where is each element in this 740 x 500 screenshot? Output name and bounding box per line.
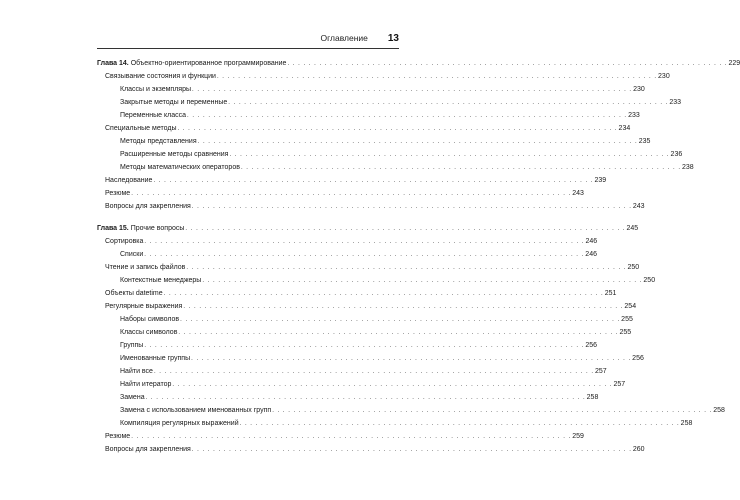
toc-entry	[97, 311, 633, 324]
toc-entry-text: Сортировка	[105, 237, 144, 245]
toc-page-number: 254	[624, 302, 637, 310]
toc-leader-dots: . . . . . . . . . . . . . . . . . . . . . . . . . . . . . . . . . . . . . . . . . . . . . . . . . . . . . . . . . . . . . . . . . . . . . . . . . . . . . . . . . . .	[144, 342, 585, 349]
toc-leader-dots: . . . . . . . . . . . . . . . . . . . . . . . . . . . . . . . . . . . . . . . . . . . . . . . . . . . . . . . . . . . . . . . . . . . . . . . . . . . . . . . . . . .	[144, 251, 585, 258]
running-header-title: Оглавление	[320, 33, 368, 43]
toc-leader-dots: . . . . . . . . . . . . . . . . . . . . . . . . . . . . . . . . . . . . . . . . . . . . . . . . . . . . . . . . . . . . . . . . . . . . . . . . . . . . . . . . . . .	[186, 264, 627, 271]
toc-entry	[97, 120, 631, 133]
toc-entry-title	[120, 111, 186, 120]
toc-leader-dots: . . . . . . . . . . . . . . . . . . . . . . . . . . . . . . . . . . . . . . . . . . . . . . . . . . . . . . . . . . . . . . . . . . . . . . . . . . . . . . . . . . .	[131, 433, 572, 440]
toc-entry-text: Объекты datetime	[105, 289, 163, 297]
toc-entry	[97, 172, 607, 185]
toc-page-number: 258	[713, 406, 725, 414]
toc-entry-text: Наследование	[105, 177, 153, 184]
toc-leader-dots: . . . . . . . . . . . . . . . . . . . . . . . . . . . . . . . . . . . . . . . . . . . . . . . . . . . . . . . . . . . . . . . . . . . . . . . . . . . . . . . . . . .	[131, 191, 572, 197]
toc-entry-title	[120, 137, 197, 146]
toc-entry-text: Замена	[120, 393, 145, 401]
toc-leader-dots: . . . . . . . . . . . . . . . . . . . . . . . . . . . . . . . . . . . . . . . . . . . . . . . . . . . . . . . . . . . . . . . . . . . . . . . . . . . . . . . . . . .	[272, 407, 713, 414]
toc-entry	[97, 272, 656, 285]
toc-page-number: 250	[627, 263, 640, 271]
toc-leader-dots: . . . . . . . . . . . . . . . . . . . . . . . . . . . . . . . . . . . . . . . . . . . . . . . . . . . . . . . . . . . . . . . . . . . . . . . . . . . . . . . . . . .	[191, 446, 632, 453]
toc-page-number: 256	[632, 354, 644, 362]
toc-entry-title	[120, 85, 191, 94]
toc-entry-title	[105, 72, 216, 81]
toc-page-number: 246	[585, 237, 598, 245]
toc-entry-title	[120, 354, 190, 363]
toc-entry	[97, 159, 694, 172]
toc-entry	[97, 389, 599, 402]
toc-leader-dots: . . . . . . . . . . . . . . . . . . . . . . . . . . . . . . . . . . . . . . . . . . . . . . . . . . . . . . . . . . . . . . . . . . . . . . . . . . . . . . . . . . .	[191, 204, 632, 210]
toc-page-number: 229	[728, 60, 740, 67]
toc-entry-text: Регулярные выражения	[105, 302, 183, 310]
toc-leader-dots: . . . . . . . . . . . . . . . . . . . . . . . . . . . . . . . . . . . . . . . . . . . . . . . . . . . . . . . . . . . . . . . . . . . . . . . . . . . . . . . . . . .	[191, 355, 632, 362]
toc-entry-title	[105, 302, 182, 311]
toc-entry-title	[105, 189, 130, 198]
toc-entry-text: Прочие вопросы	[130, 224, 185, 232]
toc-page-number: 260	[632, 445, 645, 453]
toc-entry-title	[120, 98, 227, 107]
toc-entry	[97, 107, 640, 120]
toc-entry-title	[120, 341, 143, 350]
toc-page-number: 233	[669, 99, 682, 106]
toc-entry-text: Вопросы для закрепления	[105, 203, 191, 210]
toc-page-number: 245	[626, 224, 639, 232]
toc-page-number: 251	[604, 289, 617, 297]
toc-leader-dots: . . . . . . . . . . . . . . . . . . . . . . . . . . . . . . . . . . . . . . . . . . . . . . . . . . . . . . . . . . . . . . . . . . . . . . . . . . . . . . . . . . .	[153, 178, 594, 184]
toc-entry-title	[120, 163, 240, 172]
toc-entry-title	[105, 445, 191, 454]
toc-page-number: 255	[621, 315, 633, 323]
toc-entry-text: Именованные группы	[120, 354, 191, 362]
toc-entry	[97, 68, 670, 81]
toc-leader-dots: . . . . . . . . . . . . . . . . . . . . . . . . . . . . . . . . . . . . . . . . . . . . . . . . . . . . . . . . . . . . . . . . . . . . . . . . . . . . . . . . . . .	[163, 290, 604, 297]
toc-page-number: 259	[572, 432, 584, 440]
toc-entry	[97, 402, 725, 415]
toc-chapter-entry	[97, 220, 639, 233]
toc-entry	[97, 259, 640, 272]
toc-page-number: 250	[643, 276, 656, 284]
toc-entry-text: Связывание состояния и функции	[105, 73, 216, 80]
toc-entry-title	[120, 328, 177, 337]
toc-entry-text: Методы математических операторов	[120, 164, 240, 171]
toc-leader-dots: . . . . . . . . . . . . . . . . . . . . . . . . . . . . . . . . . . . . . . . . . . . . . . . . . . . . . . . . . . . . . . . . . . . . . . . . . . . . . . . . . . .	[202, 277, 643, 284]
toc-entry-text: Замена с использованием именованных групп	[120, 406, 272, 414]
toc-entry-title	[105, 176, 152, 185]
toc-entry-text: Классы символов	[120, 328, 178, 336]
toc-leader-dots: . . . . . . . . . . . . . . . . . . . . . . . . . . . . . . . . . . . . . . . . . . . . . . . . . . . . . . . . . . . . . . . . . . . . . . . . . . . . . . . . . . .	[145, 394, 586, 401]
toc-entry-text: Объектно-ориентированное программирование	[130, 60, 287, 67]
toc-entry-title	[120, 250, 143, 259]
toc-entry-title	[120, 276, 201, 285]
toc-entry-text: Компиляция регулярных выражений	[120, 419, 239, 427]
toc-entry-text: Расширенные методы сравнения	[120, 151, 229, 158]
toc-page-number: 257	[613, 380, 626, 388]
toc-entry-text: Методы представления	[120, 138, 197, 145]
toc-entry-title	[97, 224, 184, 233]
toc-page-number: 246	[585, 250, 597, 258]
toc-entry-text: Списки	[120, 250, 144, 258]
toc-entry	[97, 198, 645, 211]
toc-page-number: 258	[680, 419, 693, 427]
toc-leader-dots: . . . . . . . . . . . . . . . . . . . . . . . . . . . . . . . . . . . . . . . . . . . . . . . . . . . . . . . . . . . . . . . . . . . . . . . . . . . . . . . . . . .	[183, 303, 624, 310]
toc-entry	[97, 415, 693, 428]
toc-entry-text: Закрытые методы и переменные	[120, 99, 228, 106]
toc-entry-title	[120, 419, 239, 428]
toc-leader-dots: . . . . . . . . . . . . . . . . . . . . . . . . . . . . . . . . . . . . . . . . . . . . . . . . . . . . . . . . . . . . . . . . . . . . . . . . . . . . . . . . . . .	[153, 368, 595, 375]
toc-page-number: 233	[628, 112, 640, 119]
toc-page-number: 243	[632, 203, 645, 210]
toc-page-number: 235	[638, 138, 651, 145]
toc-leader-dots: . . . . . . . . . . . . . . . . . . . . . . . . . . . . . . . . . . . . . . . . . . . . . . . . . . . . . . . . . . . . . . . . . . . . . . . . . . . . . . . . . . .	[177, 126, 618, 132]
toc-entry-title	[120, 380, 171, 389]
toc-entry-title	[105, 432, 130, 441]
toc-chapter-number: Глава 15.	[97, 224, 129, 232]
toc-leader-dots: . . . . . . . . . . . . . . . . . . . . . . . . . . . . . . . . . . . . . . . . . . . . . . . . . . . . . . . . . . . . . . . . . . . . . . . . . . . . . . . . . . .	[144, 238, 585, 245]
toc-entry	[97, 94, 682, 107]
toc-entry	[97, 233, 598, 246]
toc-entry-title	[120, 150, 228, 159]
toc-leader-dots: . . . . . . . . . . . . . . . . . . . . . . . . . . . . . . . . . . . . . . . . . . . . . . . . . . . . . . . . . . . . . . . . . . . . . . . . . . . . . . . . . . .	[187, 113, 628, 119]
toc-page-number: 256	[585, 341, 598, 349]
toc-page-number: 255	[619, 328, 632, 336]
toc-chapter-entry	[97, 55, 740, 68]
toc-entry	[97, 285, 617, 298]
toc-leader-dots: . . . . . . . . . . . . . . . . . . . . . . . . . . . . . . . . . . . . . . . . . . . . . . . . . . . . . . . . . . . . . . . . . . . . . . . . . . . . . . . . . . .	[228, 100, 669, 106]
toc-entry-text: Специальные методы	[105, 125, 177, 132]
toc-leader-dots: . . . . . . . . . . . . . . . . . . . . . . . . . . . . . . . . . . . . . . . . . . . . . . . . . . . . . . . . . . . . . . . . . . . . . . . . . . . . . . . . . . .	[180, 316, 621, 323]
toc-leader-dots: . . . . . . . . . . . . . . . . . . . . . . . . . . . . . . . . . . . . . . . . . . . . . . . . . . . . . . . . . . . . . . . . . . . . . . . . . . . . . . . . . . .	[229, 152, 670, 158]
toc-entry	[97, 363, 607, 376]
toc-leader-dots: . . . . . . . . . . . . . . . . . . . . . . . . . . . . . . . . . . . . . . . . . . . . . . . . . . . . . . . . . . . . . . . . . . . . . . . . . . . . . . . . . . .	[287, 61, 728, 67]
toc-page-number: 258	[586, 393, 599, 401]
toc-entry-title	[105, 237, 143, 246]
toc-entry	[97, 350, 644, 363]
toc-entry	[97, 146, 683, 159]
toc-leader-dots: . . . . . . . . . . . . . . . . . . . . . . . . . . . . . . . . . . . . . . . . . . . . . . . . . . . . . . . . . . . . . . . . . . . . . . . . . . . . . . . . . . .	[192, 87, 633, 93]
toc-entry-text: Вопросы для закрепления	[105, 445, 191, 453]
toc-entry-text: Группы	[120, 341, 144, 349]
toc-entry-title	[120, 367, 153, 376]
toc-entry-title	[105, 289, 163, 298]
toc-entry-text: Найти итератор	[120, 380, 172, 388]
toc-entry	[97, 246, 597, 259]
toc-entry	[97, 441, 645, 454]
toc-entry	[97, 324, 632, 337]
toc-entry	[97, 337, 598, 350]
toc-leader-dots: . . . . . . . . . . . . . . . . . . . . . . . . . . . . . . . . . . . . . . . . . . . . . . . . . . . . . . . . . . . . . . . . . . . . . . . . . . . . . . . . . . .	[240, 165, 681, 171]
toc-entry-text: Чтение и запись файлов	[105, 263, 186, 271]
toc-page-number: 239	[594, 177, 607, 184]
toc-entry-text: Контекстные менеджеры	[120, 276, 202, 284]
toc-chapter-number: Глава 14.	[97, 60, 129, 67]
toc-entry-title	[120, 393, 145, 402]
toc-page-number: 238	[682, 164, 694, 171]
toc-entry-title	[105, 263, 185, 272]
toc-entry	[97, 428, 584, 441]
toc-page-number: 257	[595, 367, 607, 375]
toc-leader-dots: . . . . . . . . . . . . . . . . . . . . . . . . . . . . . . . . . . . . . . . . . . . . . . . . . . . . . . . . . . . . . . . . . . . . . . . . . . . . . . . . . . .	[197, 139, 638, 145]
toc-page-number: 230	[633, 86, 645, 93]
toc-entry-title	[120, 315, 179, 324]
toc-page-number: 230	[658, 73, 670, 80]
toc-leader-dots: . . . . . . . . . . . . . . . . . . . . . . . . . . . . . . . . . . . . . . . . . . . . . . . . . . . . . . . . . . . . . . . . . . . . . . . . . . . . . . . . . . .	[185, 225, 626, 232]
toc-entry-text: Наборы символов	[120, 315, 180, 323]
toc-leader-dots: . . . . . . . . . . . . . . . . . . . . . . . . . . . . . . . . . . . . . . . . . . . . . . . . . . . . . . . . . . . . . . . . . . . . . . . . . . . . . . . . . . .	[172, 381, 613, 388]
toc-entry-text: Резюме	[105, 432, 131, 440]
toc-entry-title	[105, 124, 176, 133]
toc-entry	[97, 376, 626, 389]
toc-entry-text: Резюме	[105, 190, 131, 197]
toc-page-number: 236	[670, 151, 683, 158]
toc-page-number: 234	[618, 125, 631, 132]
toc-entry	[97, 185, 584, 198]
toc-entry-title	[105, 202, 191, 211]
toc-entry-text: Переменные класса	[120, 112, 187, 119]
page-number: 13	[387, 32, 399, 44]
toc-page-number: 243	[572, 190, 584, 197]
toc-entry-title	[97, 59, 286, 68]
toc-entry	[97, 133, 651, 146]
toc-leader-dots: . . . . . . . . . . . . . . . . . . . . . . . . . . . . . . . . . . . . . . . . . . . . . . . . . . . . . . . . . . . . . . . . . . . . . . . . . . . . . . . . . . .	[239, 420, 680, 427]
toc-entry	[97, 298, 637, 311]
running-header	[97, 28, 399, 49]
toc-leader-dots: . . . . . . . . . . . . . . . . . . . . . . . . . . . . . . . . . . . . . . . . . . . . . . . . . . . . . . . . . . . . . . . . . . . . . . . . . . . . . . . . . . .	[178, 329, 619, 336]
toc-entry-text: Классы и экземпляры	[120, 86, 192, 93]
toc-entry-title	[120, 406, 271, 415]
toc-entry-text: Найти все	[120, 367, 153, 375]
toc-leader-dots: . . . . . . . . . . . . . . . . . . . . . . . . . . . . . . . . . . . . . . . . . . . . . . . . . . . . . . . . . . . . . . . . . . . . . . . . . . . . . . . . . . .	[216, 74, 658, 80]
toc-entry	[97, 81, 645, 94]
